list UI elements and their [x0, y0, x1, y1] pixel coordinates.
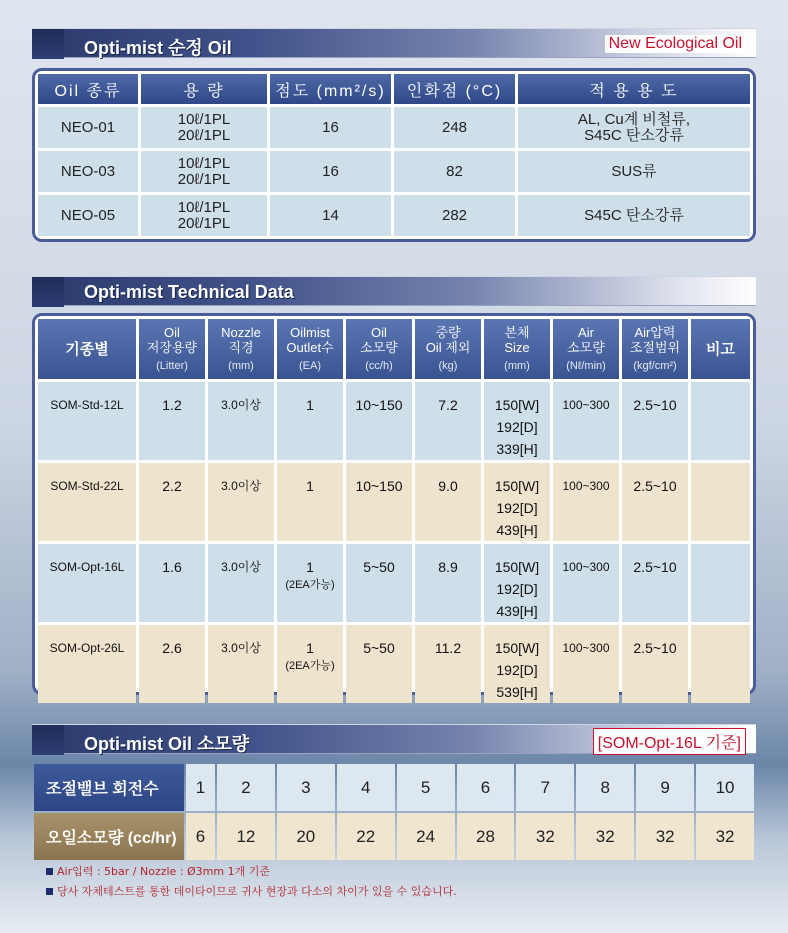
body-size: 150[W] 192[D] 539[H]: [484, 625, 550, 703]
col-header: 중량 Oil 제외 (kg): [415, 319, 481, 379]
valve-turns: 7: [516, 764, 574, 811]
weight: 7.2: [415, 382, 481, 460]
nozzle-diameter: 3.0이상: [208, 382, 274, 460]
oil-capacity: 10ℓ/1PL 20ℓ/1PL: [141, 107, 267, 148]
valve-turns: 8: [576, 764, 634, 811]
valve-turns: 6: [457, 764, 515, 811]
table-header-row: [38, 74, 750, 104]
col-header: 비고: [691, 319, 750, 379]
section3-tag: [SOM-Opt-16L 기준]: [593, 728, 746, 755]
model-name: SOM-Opt-26L: [38, 625, 136, 703]
section3-title: Opti-mist Oil 소모량: [84, 734, 250, 754]
valve-turns: 4: [337, 764, 395, 811]
oil-flash-point: 282: [394, 195, 515, 236]
outlet-count: 1: [277, 463, 343, 541]
body-size: 150[W] 192[D] 439[H]: [484, 544, 550, 622]
col-header: 인화점 (°C): [394, 74, 515, 104]
table-row: [38, 195, 750, 236]
col-header: Air압력 조절범위 (kgf/cm²): [622, 319, 688, 379]
model-name: SOM-Std-22L: [38, 463, 136, 541]
oil-consumption-value: 12: [217, 813, 275, 860]
oil-consumption: 5~50: [346, 625, 412, 703]
section2-header: [32, 276, 756, 306]
col-header: Oilmist Outlet수 (EA): [277, 319, 343, 379]
air-pressure-range: 2.5~10: [622, 625, 688, 703]
oil-storage: 1.6: [139, 544, 205, 622]
bullet-square-icon: [46, 868, 53, 875]
oil-application: SUS류: [518, 151, 750, 192]
col-header: Oil 소모량 (cc/h): [346, 319, 412, 379]
footnote: 당사 자체테스트를 통한 데이타이므로 귀사 현장과 다소의 차이가 있을 수 있습니다.: [46, 882, 457, 902]
section2-title: Opti-mist Technical Data: [84, 282, 294, 302]
table-row: [38, 544, 750, 622]
section1-tag: New Ecological Oil: [605, 35, 746, 53]
header-accent: [32, 725, 64, 755]
col-header: Oil 종류: [38, 74, 138, 104]
col-header: Oil 저장용량 (Litter): [139, 319, 205, 379]
weight: 11.2: [415, 625, 481, 703]
header-accent: [32, 29, 64, 59]
col-header: 점도 (mm²/s): [270, 74, 391, 104]
oil-consumption: 10~150: [346, 463, 412, 541]
oil-consumption-value: 6: [186, 813, 215, 860]
table-row: [34, 764, 754, 811]
outlet-count: 1 (2EA가능): [277, 544, 343, 622]
air-pressure-range: 2.5~10: [622, 544, 688, 622]
consumption-table: [32, 762, 756, 862]
row-header: 조절밸브 회전수: [34, 764, 184, 811]
table-row: [38, 625, 750, 703]
oil-spec-panel: [32, 68, 756, 242]
oil-consumption-value: 20: [277, 813, 335, 860]
remark: [691, 382, 750, 460]
nozzle-diameter: 3.0이상: [208, 625, 274, 703]
oil-spec-table: [35, 71, 753, 239]
col-header: 본체 Size (mm): [484, 319, 550, 379]
table-row: [38, 382, 750, 460]
oil-storage: 1.2: [139, 382, 205, 460]
oil-storage: 2.6: [139, 625, 205, 703]
oil-consumption-value: 32: [636, 813, 694, 860]
body-size: 150[W] 192[D] 439[H]: [484, 463, 550, 541]
nozzle-diameter: 3.0이상: [208, 463, 274, 541]
table-row: [38, 107, 750, 148]
table-header-row: [38, 319, 750, 379]
header-accent: [32, 277, 64, 307]
valve-turns: 2: [217, 764, 275, 811]
tech-data-panel: [32, 313, 756, 700]
oil-consumption-value: 28: [457, 813, 515, 860]
col-header: Air 소모량 (Nℓ/min): [553, 319, 619, 379]
valve-turns: 10: [696, 764, 754, 811]
col-header: 기종별: [38, 319, 136, 379]
table-row: [38, 151, 750, 192]
consumption-panel: [32, 762, 756, 860]
bullet-square-icon: [46, 888, 53, 895]
oil-name: NEO-01: [38, 107, 138, 148]
footnotes: [46, 862, 457, 902]
oil-application: AL, Cu계 비철류, S45C 탄소강류: [518, 107, 750, 148]
oil-consumption-value: 32: [696, 813, 754, 860]
section3-header: [32, 724, 756, 754]
model-name: SOM-Std-12L: [38, 382, 136, 460]
remark: [691, 625, 750, 703]
oil-storage: 2.2: [139, 463, 205, 541]
tech-data-table: [35, 316, 753, 706]
oil-viscosity: 16: [270, 107, 391, 148]
oil-flash-point: 82: [394, 151, 515, 192]
oil-viscosity: 16: [270, 151, 391, 192]
valve-turns: 1: [186, 764, 215, 811]
weight: 9.0: [415, 463, 481, 541]
table-row: [38, 463, 750, 541]
oil-consumption: 5~50: [346, 544, 412, 622]
air-consumption: 100~300: [553, 544, 619, 622]
valve-turns: 9: [636, 764, 694, 811]
table-row: [34, 813, 754, 860]
outlet-count: 1 (2EA가능): [277, 625, 343, 703]
air-pressure-range: 2.5~10: [622, 382, 688, 460]
outlet-count: 1: [277, 382, 343, 460]
oil-consumption-value: 24: [397, 813, 455, 860]
oil-capacity: 10ℓ/1PL 20ℓ/1PL: [141, 195, 267, 236]
oil-consumption: 10~150: [346, 382, 412, 460]
oil-flash-point: 248: [394, 107, 515, 148]
oil-name: NEO-05: [38, 195, 138, 236]
air-consumption: 100~300: [553, 463, 619, 541]
model-name: SOM-Opt-16L: [38, 544, 136, 622]
oil-consumption-value: 22: [337, 813, 395, 860]
body-size: 150[W] 192[D] 339[H]: [484, 382, 550, 460]
col-header: 적 용 용 도: [518, 74, 750, 104]
oil-capacity: 10ℓ/1PL 20ℓ/1PL: [141, 151, 267, 192]
air-consumption: 100~300: [553, 382, 619, 460]
section1-header: [32, 28, 756, 58]
air-pressure-range: 2.5~10: [622, 463, 688, 541]
oil-consumption-value: 32: [576, 813, 634, 860]
remark: [691, 463, 750, 541]
col-header: 용 량: [141, 74, 267, 104]
valve-turns: 5: [397, 764, 455, 811]
col-header: Nozzle 직경 (mm): [208, 319, 274, 379]
nozzle-diameter: 3.0이상: [208, 544, 274, 622]
row-header: 오일소모량 (cc/hr): [34, 813, 184, 860]
footnote: Air입력 : 5bar / Nozzle : Ø3mm 1개 기준: [46, 862, 457, 882]
weight: 8.9: [415, 544, 481, 622]
oil-viscosity: 14: [270, 195, 391, 236]
remark: [691, 544, 750, 622]
section1-title: Opti-mist 순정 Oil: [84, 38, 232, 58]
air-consumption: 100~300: [553, 625, 619, 703]
oil-application: S45C 탄소강류: [518, 195, 750, 236]
oil-consumption-value: 32: [516, 813, 574, 860]
oil-name: NEO-03: [38, 151, 138, 192]
valve-turns: 3: [277, 764, 335, 811]
